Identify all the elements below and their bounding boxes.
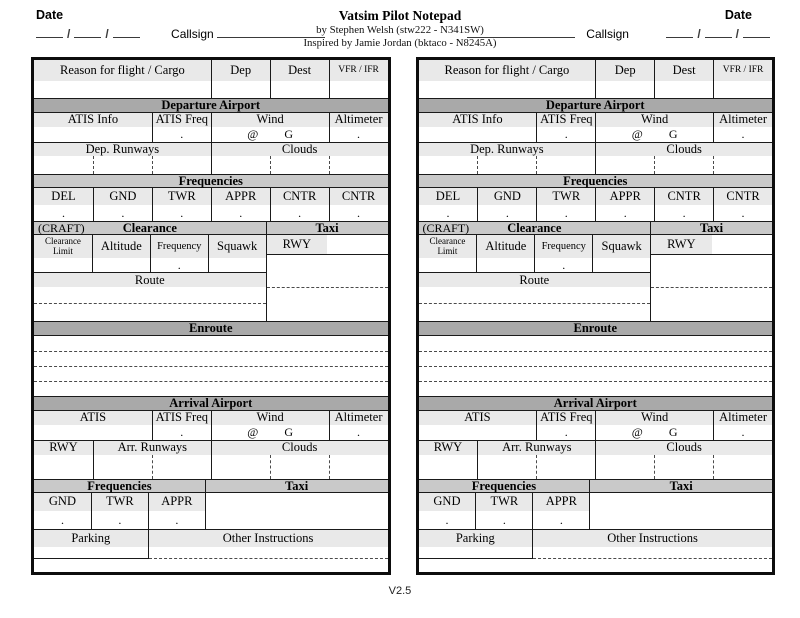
wind-label: Wind: [211, 113, 329, 127]
header-right: [467, 8, 770, 41]
arrival-clouds-input-cell[interactable]: [595, 455, 654, 479]
route-input-area[interactable]: [34, 287, 266, 321]
enroute-line: [34, 337, 388, 352]
page-title: Vatsim Pilot Notepad: [338, 8, 462, 23]
arr-runway-input-cell[interactable]: [477, 455, 536, 479]
taxi-rwy-input-cell[interactable]: [712, 235, 772, 254]
arrival-clouds-label: Clouds: [595, 441, 772, 455]
clearance-write-row: [419, 258, 651, 272]
dep-label: Dep: [211, 60, 270, 81]
route-line: [419, 287, 651, 304]
enroute-header: Enroute: [419, 321, 773, 336]
altitude-label: Altitude: [92, 235, 150, 258]
arrival-atis-freq-input-cell[interactable]: .: [536, 425, 595, 440]
craft-label: (CRAFT): [38, 220, 85, 235]
frequencies-header: Frequencies: [34, 174, 388, 188]
enroute-input-area[interactable]: [419, 336, 773, 396]
dep-runway-input-cell[interactable]: [34, 156, 93, 174]
arrival-gnd-input-cell[interactable]: .: [34, 511, 91, 529]
arrival-gnd-input-cell[interactable]: .: [419, 511, 476, 529]
frequencies-write-row: [34, 205, 388, 221]
notepad-panels: [31, 57, 775, 575]
date-separator: /: [697, 27, 701, 41]
arrival-clouds-input-cell[interactable]: [211, 455, 270, 479]
gnd-label: GND: [477, 188, 536, 205]
parking-input-cell[interactable]: [34, 547, 148, 559]
runways-clouds-header-row: [419, 142, 773, 156]
dep-runway-input-cell[interactable]: [536, 156, 595, 174]
cntr-input-cell[interactable]: .: [713, 205, 772, 221]
enroute-input-area[interactable]: [34, 336, 388, 396]
arrival-atis-freq-input-cell[interactable]: .: [152, 425, 211, 440]
arrival-altimeter-input-cell[interactable]: .: [329, 425, 388, 440]
arrival-atis-header-row: [419, 411, 773, 425]
taxi-header: Taxi: [651, 221, 772, 235]
taxi-rwy-input-cell[interactable]: [327, 235, 387, 254]
wind-gust-label: G: [668, 127, 678, 141]
appr-label: APPR: [211, 188, 270, 205]
pilot-notepad-panel-right: [416, 57, 776, 575]
clearance-limit-label: Clearance Limit: [419, 235, 477, 258]
atis-info-label: ATIS Info: [34, 113, 152, 127]
arrival-rwy-input-cell[interactable]: [34, 455, 93, 479]
dep-runways-label: Dep. Runways: [419, 143, 596, 156]
arrival-clouds-input-cell[interactable]: [270, 455, 329, 479]
del-label: DEL: [419, 188, 478, 205]
byline-inspiration: Inspired by Jamie Jordan (bktaco - N8245A): [303, 37, 497, 50]
arrival-atis-input-cell[interactable]: [419, 425, 537, 440]
date-separator: /: [735, 27, 739, 41]
arrival-atis-header-row: [34, 411, 388, 425]
dep-input-cell[interactable]: [595, 81, 654, 98]
squawk-label: Squawk: [592, 235, 650, 258]
route-input-area[interactable]: [419, 287, 651, 321]
date-day-field[interactable]: [666, 27, 693, 38]
dep-runway-input-cell[interactable]: [93, 156, 152, 174]
arrival-frequencies-write-row: [419, 511, 590, 529]
other-instructions-column: [533, 530, 772, 559]
taxi-column: [651, 221, 772, 321]
arrival-clouds-input-cell[interactable]: [329, 455, 388, 479]
reason-input-cell[interactable]: [34, 81, 211, 98]
cntr-input-cell[interactable]: .: [654, 205, 713, 221]
vfr-ifr-label: VFR / IFR: [329, 60, 388, 81]
frequencies-header: Frequencies: [419, 174, 773, 188]
craft-label: (CRAFT): [422, 220, 470, 235]
arrival-runways-write-row: [34, 455, 388, 479]
clouds-input-cell[interactable]: [654, 156, 713, 174]
arrival-atis-freq-label: ATIS Freq: [536, 411, 595, 425]
arrival-runways-header-row: [419, 440, 773, 455]
arrival-frequencies-write-row: [34, 511, 205, 529]
appr-label: APPR: [595, 188, 654, 205]
date-label: Date: [724, 8, 752, 22]
clouds-label: Clouds: [595, 143, 772, 156]
frequency-input-cell[interactable]: .: [150, 258, 208, 272]
date-month-field[interactable]: [705, 27, 732, 38]
frequencies-write-row: [419, 205, 773, 221]
clearance-limit-input-cell[interactable]: [419, 258, 477, 272]
reason-for-flight-label: Reason for flight / Cargo: [34, 60, 211, 81]
departure-atis-header-row: [419, 113, 773, 127]
arrival-airport-header: Arrival Airport: [34, 396, 388, 411]
arrival-taxi-column: [590, 479, 772, 529]
gnd-label: GND: [93, 188, 152, 205]
twr-input-cell[interactable]: .: [536, 205, 595, 221]
arrival-atis-write-row: [419, 425, 773, 440]
runways-clouds-header-row: [34, 142, 388, 156]
cntr-label: CNTR: [270, 188, 329, 205]
bottom-write-strip[interactable]: [34, 559, 388, 572]
arrival-frequencies-label-row: [34, 493, 205, 511]
arrival-atis-label: ATIS: [419, 411, 537, 425]
squawk-label: Squawk: [208, 235, 266, 258]
clearance-title: Clearance: [507, 220, 562, 235]
flight-info-write-row: [34, 81, 388, 98]
date-month-field[interactable]: [74, 27, 101, 38]
gnd-input-cell[interactable]: .: [477, 205, 536, 221]
enroute-line: [419, 337, 773, 352]
cntr-input-cell[interactable]: .: [270, 205, 329, 221]
altimeter-input-cell[interactable]: .: [713, 127, 772, 142]
clearance-limit-input-cell[interactable]: [34, 258, 92, 272]
parking-column: [34, 530, 149, 559]
twr-label: TWR: [152, 188, 211, 205]
wind-gust-label: G: [284, 127, 294, 141]
date-fields-group: [666, 27, 770, 41]
arrival-airport-header: Arrival Airport: [419, 396, 773, 411]
clearance-column: [34, 221, 267, 321]
atis-freq-input-cell[interactable]: .: [536, 127, 595, 142]
del-label: DEL: [34, 188, 93, 205]
other-instructions-label: Other Instructions: [149, 530, 388, 547]
arrival-runways-header-row: [34, 440, 388, 455]
taxi-line: [651, 255, 772, 288]
date-callsign-line: [467, 27, 770, 41]
arrival-atis-label: ATIS: [34, 411, 152, 425]
arrival-rwy-input-cell[interactable]: [419, 455, 478, 479]
arrival-clouds-label: Clouds: [211, 441, 388, 455]
arrival-frequencies-header: Frequencies: [419, 479, 590, 493]
callsign-label: Callsign: [171, 27, 214, 41]
enroute-header: Enroute: [34, 321, 388, 336]
arrival-frequencies-taxi-section: [419, 479, 773, 529]
arrival-wind-input-cell[interactable]: [211, 425, 329, 440]
arrival-twr-label: TWR: [475, 493, 532, 511]
frequencies-label-row: [34, 188, 388, 205]
taxi-rwy-row: [651, 235, 772, 255]
date-year-field[interactable]: [743, 27, 770, 38]
clearance-write-row: [34, 258, 266, 272]
clouds-input-cell[interactable]: [713, 156, 772, 174]
dep-runways-label: Dep. Runways: [34, 143, 211, 156]
arrival-atis-write-row: [34, 425, 388, 440]
cntr-label: CNTR: [329, 188, 388, 205]
dep-input-cell[interactable]: [211, 81, 270, 98]
clouds-input-cell[interactable]: [329, 156, 388, 174]
arrival-twr-input-cell[interactable]: .: [91, 511, 148, 529]
clouds-input-cell[interactable]: [270, 156, 329, 174]
date-separator: /: [105, 27, 109, 41]
arrival-gnd-label: GND: [419, 493, 476, 511]
clearance-header-bar: [34, 221, 266, 235]
callsign-label: Callsign: [586, 27, 629, 41]
other-instructions-input-cell[interactable]: [149, 547, 388, 559]
taxi-line: [267, 255, 388, 288]
atis-freq-label: ATIS Freq: [536, 113, 595, 127]
clouds-input-cell[interactable]: [211, 156, 270, 174]
runways-clouds-write-row: [419, 156, 773, 174]
arr-runway-input-cell[interactable]: [152, 455, 211, 479]
flight-info-header-row: [34, 60, 388, 81]
date-day-field[interactable]: [36, 27, 63, 38]
clearance-limit-label: Clearance Limit: [34, 235, 92, 258]
altitude-input-cell[interactable]: [92, 258, 150, 272]
arrival-rwy-label: RWY: [419, 441, 478, 455]
clearance-taxi-section: [419, 221, 773, 321]
runways-clouds-write-row: [34, 156, 388, 174]
taxi-column: [267, 221, 388, 321]
arrival-rwy-label: RWY: [34, 441, 93, 455]
arrival-frequencies-column: [419, 479, 591, 529]
departure-airport-header: Departure Airport: [419, 98, 773, 113]
arrival-frequencies-label-row: [419, 493, 590, 511]
cntr-label: CNTR: [654, 188, 713, 205]
arrival-wind-input-cell[interactable]: [595, 425, 713, 440]
arrival-taxi-header: Taxi: [206, 479, 388, 493]
enroute-line: [419, 367, 773, 382]
parking-column: [419, 530, 534, 559]
departure-atis-write-row: [419, 127, 773, 142]
frequency-label: Frequency: [150, 235, 208, 258]
arrival-frequencies-taxi-section: [34, 479, 388, 529]
altimeter-label: Altimeter: [329, 113, 388, 127]
date-year-field[interactable]: [113, 27, 140, 38]
wind-gust-label: G: [668, 425, 678, 439]
parking-input-cell[interactable]: [419, 547, 533, 559]
dest-input-cell[interactable]: [270, 81, 329, 98]
arrival-wind-label: Wind: [211, 411, 329, 425]
departure-atis-write-row: [34, 127, 388, 142]
taxi-rwy-label: RWY: [267, 235, 327, 254]
appr-input-cell[interactable]: .: [211, 205, 270, 221]
clearance-title: Clearance: [122, 220, 177, 235]
clearance-label-row: [419, 235, 651, 258]
pilot-notepad-panel-left: [31, 57, 391, 575]
del-input-cell[interactable]: .: [34, 205, 93, 221]
squawk-input-cell[interactable]: [592, 258, 650, 272]
taxi-input-area[interactable]: [651, 255, 772, 321]
squawk-input-cell[interactable]: [208, 258, 266, 272]
arrival-appr-input-cell[interactable]: .: [532, 511, 589, 529]
bottom-write-strip[interactable]: [419, 559, 773, 572]
arrival-twr-label: TWR: [91, 493, 148, 511]
dest-label: Dest: [270, 60, 329, 81]
byline-author: by Stephen Welsh (stw222 - N341SW): [316, 24, 484, 36]
frequency-input-cell[interactable]: .: [534, 258, 592, 272]
parking-section: [419, 529, 773, 559]
wind-input-cell[interactable]: [595, 127, 713, 142]
altimeter-input-cell[interactable]: .: [329, 127, 388, 142]
clouds-label: Clouds: [211, 143, 388, 156]
atis-freq-input-cell[interactable]: .: [152, 127, 211, 142]
wind-label: Wind: [595, 113, 713, 127]
twr-label: TWR: [536, 188, 595, 205]
dep-runway-input-cell[interactable]: [477, 156, 536, 174]
clearance-label-row: [34, 235, 266, 258]
arrival-taxi-header: Taxi: [590, 479, 772, 493]
arrival-appr-input-cell[interactable]: .: [148, 511, 205, 529]
arrival-gnd-label: GND: [34, 493, 91, 511]
vfr-ifr-label: VFR / IFR: [713, 60, 772, 81]
arrival-taxi-input-area[interactable]: [206, 493, 388, 529]
parking-label: Parking: [34, 530, 148, 547]
wind-gust-label: G: [284, 425, 294, 439]
altimeter-label: Altimeter: [713, 113, 772, 127]
flight-info-write-row: [419, 81, 773, 98]
atis-freq-label: ATIS Freq: [152, 113, 211, 127]
parking-section: [34, 529, 388, 559]
wind-at-symbol: @: [631, 127, 643, 141]
arrival-altimeter-label: Altimeter: [329, 411, 388, 425]
dep-runway-input-cell[interactable]: [419, 156, 478, 174]
altitude-input-cell[interactable]: [476, 258, 534, 272]
arrival-frequencies-header: Frequencies: [34, 479, 205, 493]
arrival-appr-label: APPR: [148, 493, 205, 511]
frequencies-label-row: [419, 188, 773, 205]
vfr-ifr-input-cell[interactable]: [713, 81, 772, 98]
cntr-input-cell[interactable]: .: [329, 205, 388, 221]
route-header: Route: [34, 272, 266, 287]
dep-label: Dep: [595, 60, 654, 81]
reason-for-flight-label: Reason for flight / Cargo: [419, 60, 596, 81]
arrival-twr-input-cell[interactable]: .: [475, 511, 532, 529]
route-line: [34, 287, 266, 304]
del-input-cell[interactable]: .: [419, 205, 478, 221]
wind-at-symbol: @: [247, 127, 259, 141]
departure-atis-header-row: [34, 113, 388, 127]
arrival-runways-write-row: [419, 455, 773, 479]
clearance-column: [419, 221, 652, 321]
altitude-label: Altitude: [476, 235, 534, 258]
arrival-frequencies-column: [34, 479, 206, 529]
taxi-rwy-label: RWY: [651, 235, 711, 254]
date-separator: /: [67, 27, 71, 41]
clearance-header-bar: [419, 221, 651, 235]
clearance-taxi-section: [34, 221, 388, 321]
taxi-input-area[interactable]: [267, 255, 388, 321]
other-instructions-column: [149, 530, 388, 559]
enroute-line: [34, 352, 388, 367]
arrival-clouds-input-cell[interactable]: [713, 455, 772, 479]
wind-input-cell[interactable]: [211, 127, 329, 142]
enroute-line: [34, 367, 388, 382]
arrival-atis-freq-label: ATIS Freq: [152, 411, 211, 425]
atis-info-input-cell[interactable]: [419, 127, 537, 142]
route-header: Route: [419, 272, 651, 287]
dep-runway-input-cell[interactable]: [152, 156, 211, 174]
arr-runways-label: Arr. Runways: [93, 441, 211, 455]
taxi-rwy-row: [267, 235, 388, 255]
frequency-label: Frequency: [534, 235, 592, 258]
version-label: V2.5: [388, 585, 412, 597]
other-instructions-label: Other Instructions: [533, 530, 772, 547]
twr-input-cell[interactable]: .: [152, 205, 211, 221]
arr-runways-label: Arr. Runways: [477, 441, 595, 455]
arrival-clouds-input-cell[interactable]: [654, 455, 713, 479]
dest-input-cell[interactable]: [654, 81, 713, 98]
clouds-input-cell[interactable]: [595, 156, 654, 174]
other-instructions-input-cell[interactable]: [533, 547, 772, 559]
callsign-field[interactable]: [467, 27, 575, 38]
arrival-altimeter-input-cell[interactable]: .: [713, 425, 772, 440]
gnd-input-cell[interactable]: .: [93, 205, 152, 221]
atis-info-input-cell[interactable]: [34, 127, 152, 142]
arrival-taxi-column: [206, 479, 388, 529]
arr-runway-input-cell[interactable]: [536, 455, 595, 479]
reason-input-cell[interactable]: [419, 81, 596, 98]
taxi-header: Taxi: [267, 221, 388, 235]
departure-airport-header: Departure Airport: [34, 98, 388, 113]
enroute-line: [419, 352, 773, 367]
arrival-taxi-input-area[interactable]: [590, 493, 772, 529]
arrival-wind-label: Wind: [595, 411, 713, 425]
wind-at-symbol: @: [631, 425, 643, 439]
parking-label: Parking: [419, 530, 533, 547]
wind-at-symbol: @: [247, 425, 259, 439]
date-label: Date: [36, 8, 64, 22]
appr-input-cell[interactable]: .: [595, 205, 654, 221]
arrival-appr-label: APPR: [532, 493, 589, 511]
arrival-altimeter-label: Altimeter: [713, 411, 772, 425]
dest-label: Dest: [654, 60, 713, 81]
atis-info-label: ATIS Info: [419, 113, 537, 127]
cntr-label: CNTR: [713, 188, 772, 205]
flight-info-header-row: [419, 60, 773, 81]
arr-runway-input-cell[interactable]: [93, 455, 152, 479]
vfr-ifr-input-cell[interactable]: [329, 81, 388, 98]
arrival-atis-input-cell[interactable]: [34, 425, 152, 440]
